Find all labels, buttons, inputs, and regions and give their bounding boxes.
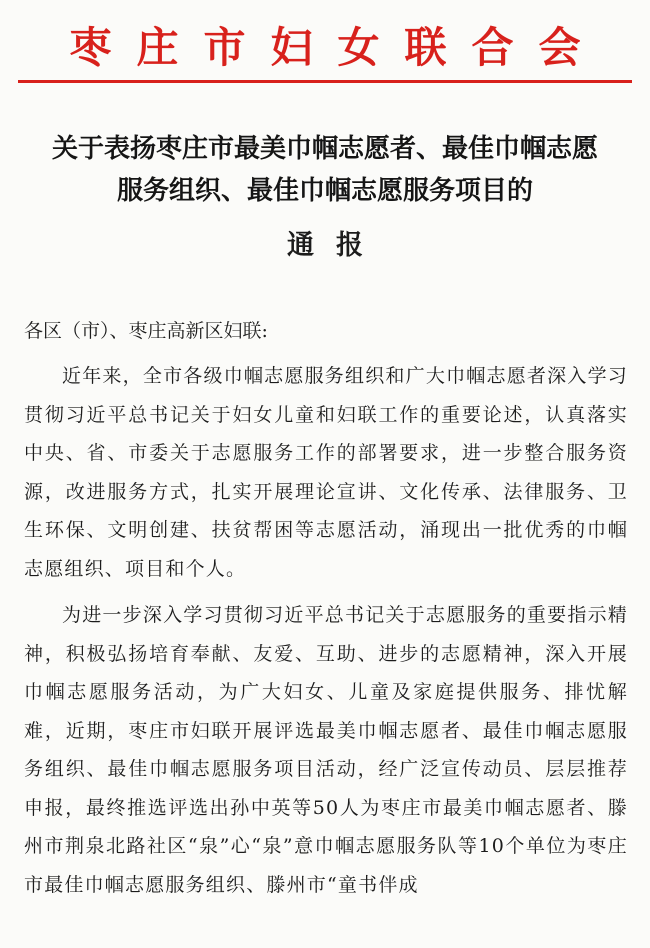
- letterhead-red-divider: [18, 80, 632, 83]
- salutation: 各区（市）、枣庄高新区妇联:: [24, 320, 268, 342]
- letterhead: [0, 22, 650, 74]
- body-paragraph-1: 近年来，全市各级巾帼志愿服务组织和广大巾帼志愿者深入学习贯彻习近平总书记关于妇女儿童和妇联工作的重要论述，认真落实中央、省、市委关于志愿服务工作的部署要求，进一步整合服务资源，改进服务方式，扎实开展理论宣讲、文化传承、法律服务、卫生环保、文明创建、扶贫帮困等志愿活动，涌现出一批优秀的巾帼志愿组织、项目和个人。: [24, 365, 628, 580]
- document-body: [24, 357, 628, 912]
- document-subtitle: 通报: [287, 230, 385, 261]
- document-title: 关于表扬枣庄市最美巾帼志愿者、最佳巾帼志愿服务组织、最佳巾帼志愿服务项目的: [51, 134, 598, 206]
- organization-name: 枣庄市妇女联合会: [69, 23, 606, 72]
- body-paragraph-2: 为进一步深入学习贯彻习近平总书记关于志愿服务的重要指示精神，积极弘扬培育奉献、友爱、互助、进步的志愿精神，深入开展巾帼志愿服务活动，为广大妇女、儿童及家庭提供服务、排忧解难，近期，枣庄市妇联开展评选最美巾帼志愿者、最佳巾帼志愿服务组织、最佳巾帼志愿服务项目活动，经广泛宣传动员、层层推荐申报，最终推选评选出孙中英等50人为枣庄市最美巾帼志愿者、滕州市荆泉北路社区“泉”心“泉”意巾帼志愿服务队等10个单位为枣庄市最佳巾帼志愿服务组织、滕州市“童书伴成: [24, 604, 628, 896]
